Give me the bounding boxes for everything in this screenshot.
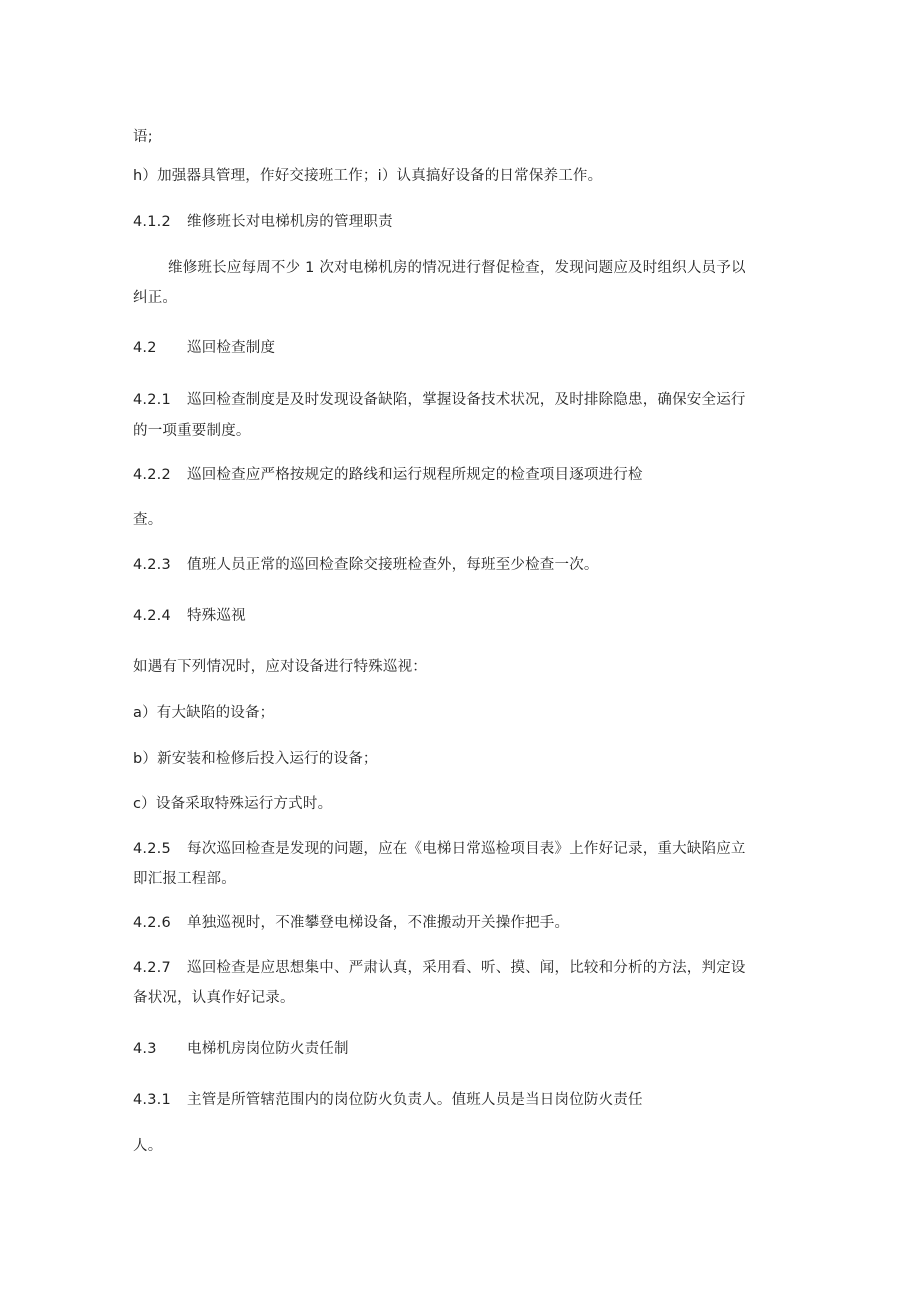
clause-4-2-7: 4.2.7 巡回检查是应思想集中、严肃认真，采用看、听、摸、闻，比较和分析的方法，判定设 (133, 960, 746, 976)
list-item: b）新安装和检修后投入运行的设备； (133, 751, 378, 767)
section-number: 4.2.5 (133, 841, 171, 857)
section-number: 4.2.6 (133, 915, 171, 931)
section-number: 4.2.1 (133, 392, 171, 408)
clause-4-2-2: 4.2.2 巡回检查应严格按规定的路线和运行规程所规定的检查项目逐项进行检 (133, 467, 643, 483)
paragraph-line: 即汇报工程部。 (133, 871, 236, 887)
clause-4-2-6: 4.2.6 单独巡视时，不准攀登电梯设备，不准搬动开关操作把手。 (133, 915, 570, 931)
section-heading-4-1-2 (133, 212, 393, 232)
section-number: 4.2 (133, 340, 157, 356)
section-title: 电梯机房岗位防火责任制 (187, 1041, 349, 1057)
clause-4-3-1: 4.3.1 主管是所管辖范围内的岗位防火负责人。值班人员是当日岗位防火责任 (133, 1092, 643, 1108)
clause-4-2-5: 4.2.5 每次巡回检查是发现的问题，应在《电梯日常巡检项目表》上作好记录，重大缺陷应立 (133, 841, 746, 857)
paragraph-line: 纠正。 (133, 290, 178, 306)
paragraph-line: 人。 (133, 1138, 163, 1154)
list-item: c）设备采取特殊运行方式时。 (133, 796, 333, 812)
section-number: 4.2.3 (133, 557, 171, 573)
text-line: 语; (133, 129, 153, 145)
section-number: 4.3 (133, 1041, 157, 1057)
text-line: h）加强器具管理，作好交接班工作；i）认真搞好设备的日常保养工作。 (133, 168, 603, 184)
section-heading-4-2 (133, 338, 275, 358)
clause-4-2-3: 4.2.3 值班人员正常的巡回检查除交接班检查外，每班至少检查一次。 (133, 557, 599, 573)
clause-4-2-1: 4.2.1 巡回检查制度是及时发现设备缺陷，掌握设备技术状况，及时排除隐患，确保安全运行 (133, 392, 746, 408)
paragraph-line: 查。 (133, 512, 163, 528)
paragraph-line: 备状况，认真作好记录。 (133, 990, 295, 1006)
section-number: 4.3.1 (133, 1092, 171, 1108)
section-number: 4.2.4 (133, 608, 171, 624)
paragraph-line: 的一项重要制度。 (133, 423, 251, 439)
section-number: 4.2.2 (133, 467, 171, 483)
paragraph-line: 维修班长应每周不少 1 次对电梯机房的情况进行督促检查，发现问题应及时组织人员予以 (168, 260, 746, 276)
paragraph-line: 如遇有下列情况时，应对设备进行特殊巡视： (133, 659, 427, 675)
clause-4-2-4: 4.2.4 特殊巡视 (133, 608, 246, 624)
section-number: 4.2.7 (133, 960, 171, 976)
section-heading-4-3 (133, 1039, 349, 1059)
section-title: 维修班长对电梯机房的管理职责 (187, 214, 393, 230)
list-item: a）有大缺陷的设备； (133, 705, 275, 721)
section-title: 巡回检查制度 (187, 340, 276, 356)
section-number: 4.1.2 (133, 214, 171, 230)
